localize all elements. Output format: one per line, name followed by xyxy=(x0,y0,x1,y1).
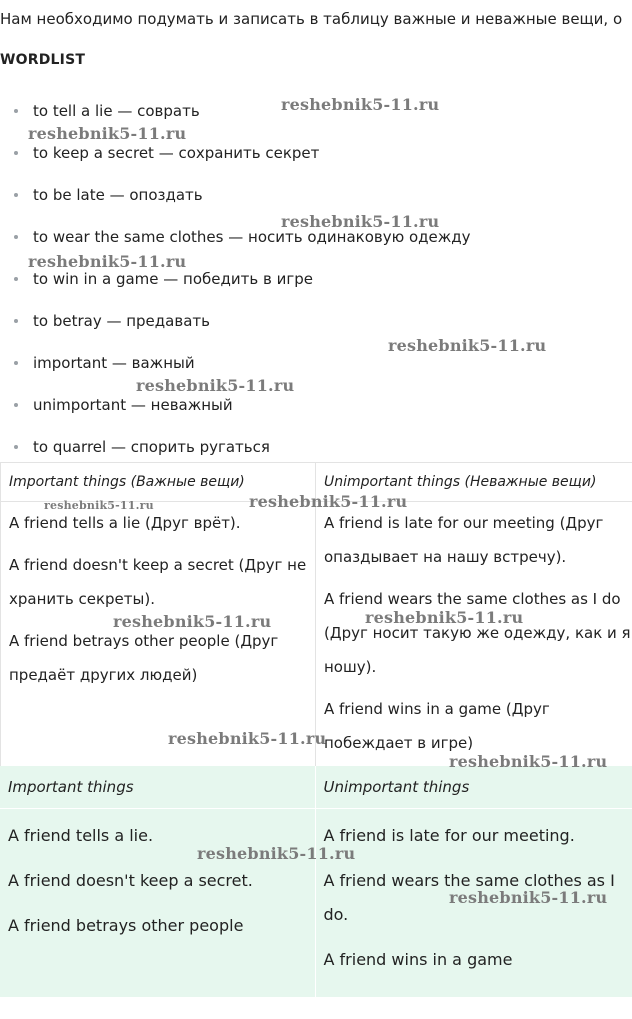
table-item: A friend tells a lie. xyxy=(8,826,154,845)
watermark: reshebnik5-11.ru xyxy=(281,95,440,114)
watermark: reshebnik5-11.ru xyxy=(28,124,187,143)
bullet-icon xyxy=(14,151,18,155)
unimportant-cell xyxy=(316,502,632,773)
watermark: reshebnik5-11.ru xyxy=(388,336,547,355)
table-item: A friend betrays other people (Друг предаёт других людей) xyxy=(9,632,279,684)
bullet-icon xyxy=(14,445,18,449)
table-item: A friend is late for our meeting. xyxy=(323,826,575,845)
bullet-icon xyxy=(14,277,18,281)
intro-text: Нам необходимо подумать и записать в таблицу важные и неважные вещи, о xyxy=(0,10,623,28)
header-unimportant: Unimportant things (Неважные вещи) xyxy=(316,463,632,502)
things-table-english xyxy=(0,766,632,997)
important-cell xyxy=(0,809,315,998)
watermark: reshebnik5-11.ru xyxy=(136,376,295,395)
watermark: reshebnik5-11.ru xyxy=(168,729,327,748)
bullet-icon xyxy=(14,361,18,365)
bullet-icon xyxy=(14,403,18,407)
table-item: A friend wins in a game xyxy=(323,950,513,969)
watermark: reshebnik5-11.ru xyxy=(281,212,440,231)
table-item: A friend wins in a game (Друг побеждает в игре) xyxy=(324,700,550,752)
watermark: reshebnik5-11.ru xyxy=(249,492,408,511)
header-important: Important things xyxy=(0,766,315,809)
table-item: A friend tells a lie (Друг врёт). xyxy=(9,514,241,532)
bullet-icon xyxy=(14,235,18,239)
watermark: reshebnik5-11.ru xyxy=(449,888,608,907)
bullet-icon xyxy=(14,193,18,197)
watermark: reshebnik5-11.ru xyxy=(113,612,272,631)
watermark: reshebnik5-11.ru xyxy=(44,499,154,512)
wordlist-heading: WORDLIST xyxy=(0,52,86,68)
table-item: A friend betrays other people xyxy=(8,916,244,935)
table-item: A friend is late for our meeting (Друг опаздывает на нашу встречу). xyxy=(324,514,604,566)
table-item: A friend wears the same clothes as I do (Друг носит такую же одежду, как и я ношу). xyxy=(324,590,631,676)
header-unimportant: Unimportant things xyxy=(315,766,632,809)
table-item: A friend doesn't keep a secret. xyxy=(8,871,253,890)
table-item: A friend wears the same clothes as I do. xyxy=(323,871,615,924)
bullet-icon xyxy=(14,109,18,113)
watermark: reshebnik5-11.ru xyxy=(365,608,524,627)
watermark: reshebnik5-11.ru xyxy=(449,752,608,771)
table-item: A friend doesn't keep a secret (Друг не хранить секреты). xyxy=(9,556,307,608)
watermark: reshebnik5-11.ru xyxy=(28,252,187,271)
watermark: reshebnik5-11.ru xyxy=(197,844,356,863)
header-important: Important things (Важные вещи) xyxy=(1,463,316,502)
bullet-icon xyxy=(14,319,18,323)
